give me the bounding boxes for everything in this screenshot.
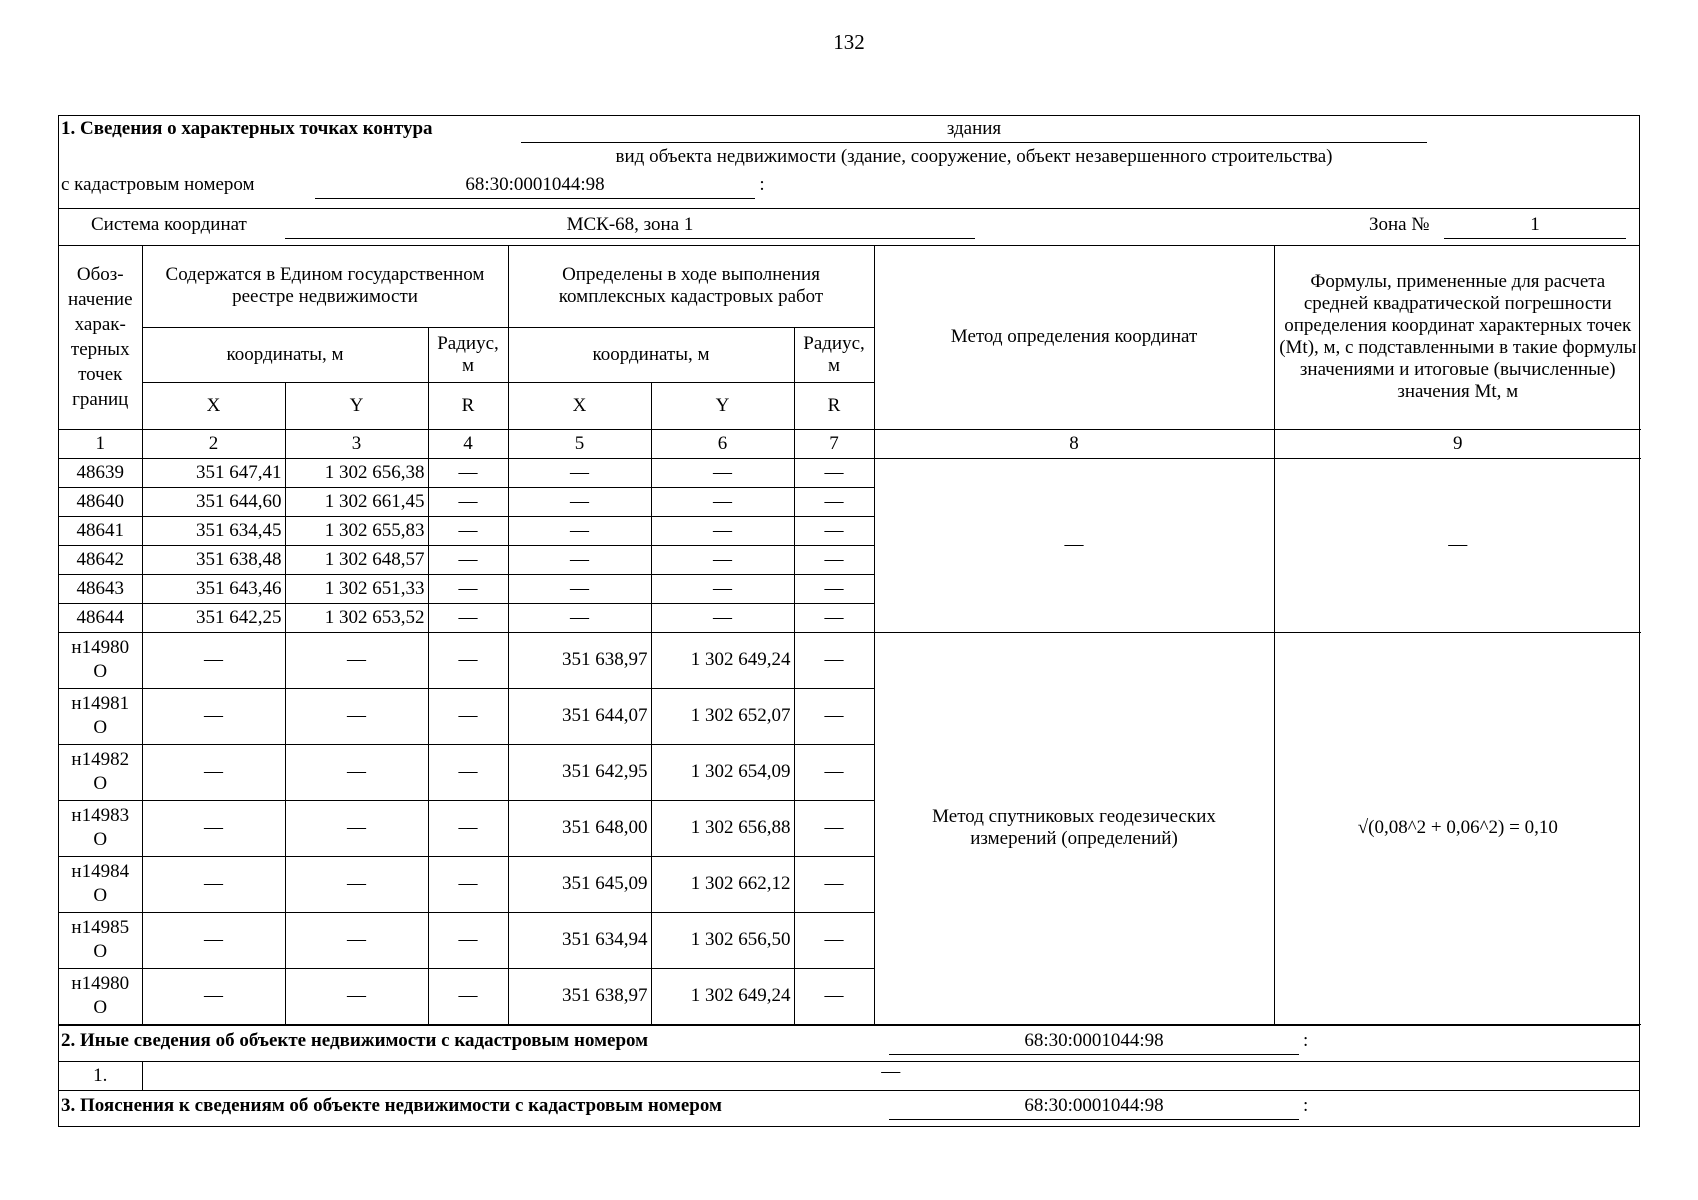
column-number: 9 (1274, 429, 1641, 458)
egrn-y: — (285, 912, 428, 968)
zone-label: Зона № (1369, 214, 1430, 235)
egrn-y: 1 302 651,33 (285, 574, 428, 603)
column-number: 8 (874, 429, 1274, 458)
egrn-y: 1 302 648,57 (285, 545, 428, 574)
egrn-r-header: R (428, 382, 508, 429)
point-name: н14982 О (59, 744, 142, 800)
ckr-y: 1 302 662,12 (651, 856, 794, 912)
column-number: 7 (794, 429, 874, 458)
ckr-y: — (651, 458, 794, 487)
section1-header (59, 116, 1639, 209)
egrn-r: — (428, 744, 508, 800)
ckr-y: — (651, 516, 794, 545)
point-name: 48644 (59, 603, 142, 632)
zone-field: 1 (1444, 214, 1626, 239)
ckr-r: — (794, 487, 874, 516)
ckr-y: 1 302 649,24 (651, 968, 794, 1024)
egrn-r: — (428, 516, 508, 545)
egrn-r: — (428, 458, 508, 487)
ckr-x: 351 642,95 (508, 744, 651, 800)
egrn-r: — (428, 912, 508, 968)
ckr-x: 351 638,97 (508, 632, 651, 688)
egrn-r: — (428, 632, 508, 688)
egrn-y-header: Y (285, 382, 428, 429)
egrn-x: — (142, 688, 285, 744)
ckr-x: 351 644,07 (508, 688, 651, 744)
coord-system-field: МСК-68, зона 1 (285, 214, 975, 239)
egrn-x: 351 647,41 (142, 458, 285, 487)
egrn-radius-header: Радиус, м (428, 327, 508, 382)
section2-row-value: — (142, 1061, 1639, 1090)
egrn-r: — (428, 487, 508, 516)
ckr-x: — (508, 487, 651, 516)
section1-title: 1. Сведения о характерных точках контура (61, 118, 433, 139)
egrn-x: 351 644,60 (142, 487, 285, 516)
egrn-r: — (428, 545, 508, 574)
ckr-radius-header: Радиус, м (794, 327, 874, 382)
ckr-x: 351 634,94 (508, 912, 651, 968)
existing-formula: — (1274, 458, 1641, 632)
object-kind-hint: вид объекта недвижимости (здание, сооружение, объект незавершенного строительства) (615, 146, 1333, 167)
section3-header (59, 1091, 1639, 1126)
point-name: н14980 О (59, 968, 142, 1024)
ckr-y: 1 302 656,50 (651, 912, 794, 968)
section2-title: 2. Иные сведения об объекте недвижимости с кадастровым номером (61, 1029, 649, 1051)
egrn-r: — (428, 603, 508, 632)
column-number-row (59, 429, 1641, 458)
ckr-y-header: Y (651, 382, 794, 429)
column-number: 3 (285, 429, 428, 458)
egrn-x: — (142, 800, 285, 856)
point-name: 48642 (59, 545, 142, 574)
section2-colon: : (1303, 1029, 1309, 1051)
ckr-y: 1 302 654,09 (651, 744, 794, 800)
point-name: 48643 (59, 574, 142, 603)
ckr-r: — (794, 912, 874, 968)
ckr-r: — (794, 574, 874, 603)
point-name: н14980 О (59, 632, 142, 688)
point-name: 48639 (59, 458, 142, 487)
egrn-x: — (142, 968, 285, 1024)
existing-method: — (874, 458, 1274, 632)
point-name: н14985 О (59, 912, 142, 968)
egrn-y: — (285, 800, 428, 856)
method-header: Метод определения координат (874, 246, 1274, 429)
ckr-x-header: X (508, 382, 651, 429)
egrn-y: — (285, 856, 428, 912)
section2-cadastral-field: 68:30:0001044:98 (889, 1030, 1299, 1055)
coord-system-row (59, 209, 1639, 246)
cadastral-label: с кадастровым номером (61, 174, 255, 195)
object-kind-field: здания (521, 118, 1427, 143)
ckr-r: — (794, 744, 874, 800)
egrn-x-header: X (142, 382, 285, 429)
ckr-r-header: R (794, 382, 874, 429)
egrn-y: 1 302 656,38 (285, 458, 428, 487)
egrn-y: — (285, 688, 428, 744)
ckr-y: 1 302 652,07 (651, 688, 794, 744)
ckr-x: — (508, 545, 651, 574)
cadastral-number-field: 68:30:0001044:98 (315, 174, 755, 199)
section3-colon: : (1303, 1094, 1309, 1116)
section2-table (59, 1061, 1639, 1091)
ckr-y: — (651, 545, 794, 574)
ckr-x: 351 648,00 (508, 800, 651, 856)
ckr-r: — (794, 968, 874, 1024)
column-number: 6 (651, 429, 794, 458)
point-name: 48640 (59, 487, 142, 516)
new-formula: √(0,08^2 + 0,06^2) = 0,10 (1274, 632, 1641, 1024)
ckr-group-header: Определены в ходе выполнения комплексных кадастровых работ (508, 246, 874, 327)
egrn-r: — (428, 688, 508, 744)
cadastral-form (58, 115, 1640, 1127)
formulas-header: Формулы, примененные для расчета средней квадратической погрешности определения координат характерных точек (Mt), м, с подставленными в такие формулы значениями и итоговые (вычисленные) значения Mt, м (1274, 246, 1641, 429)
section2-header (59, 1025, 1639, 1061)
egrn-x: — (142, 856, 285, 912)
section3-title: 3. Пояснения к сведениям об объекте недвижимости с кадастровым номером (61, 1094, 722, 1116)
ckr-y: 1 302 649,24 (651, 632, 794, 688)
ckr-y: — (651, 487, 794, 516)
ckr-x: — (508, 574, 651, 603)
egrn-y: — (285, 744, 428, 800)
designation-header: Обоз- начение харак- терных точек границ (59, 246, 142, 429)
ckr-r: — (794, 458, 874, 487)
page-number: 132 (833, 30, 865, 54)
ckr-x: 351 645,09 (508, 856, 651, 912)
egrn-x: 351 642,25 (142, 603, 285, 632)
ckr-r: — (794, 800, 874, 856)
ckr-r: — (794, 856, 874, 912)
section3-cadastral-field: 68:30:0001044:98 (889, 1095, 1299, 1120)
egrn-x: — (142, 912, 285, 968)
ckr-y: — (651, 574, 794, 603)
column-number: 2 (142, 429, 285, 458)
points-table (59, 246, 1641, 1025)
ckr-r: — (794, 603, 874, 632)
column-number: 1 (59, 429, 142, 458)
egrn-x: — (142, 744, 285, 800)
ckr-x: — (508, 603, 651, 632)
egrn-r: — (428, 968, 508, 1024)
ckr-r: — (794, 688, 874, 744)
egrn-coords-header: координаты, м (142, 327, 428, 382)
column-number: 5 (508, 429, 651, 458)
ckr-r: — (794, 545, 874, 574)
egrn-y: 1 302 653,52 (285, 603, 428, 632)
ckr-y: — (651, 603, 794, 632)
cadastral-colon: : (759, 174, 765, 195)
point-name: н14984 О (59, 856, 142, 912)
egrn-group-header: Содержатся в Едином государственном реестре недвижимости (142, 246, 508, 327)
coord-system-label: Система координат (91, 214, 247, 235)
ckr-y: 1 302 656,88 (651, 800, 794, 856)
table-row (59, 458, 1641, 487)
egrn-y: 1 302 661,45 (285, 487, 428, 516)
ckr-x: 351 638,97 (508, 968, 651, 1024)
egrn-x: — (142, 632, 285, 688)
ckr-coords-header: координаты, м (508, 327, 794, 382)
ckr-r: — (794, 516, 874, 545)
column-number: 4 (428, 429, 508, 458)
point-name: н14983 О (59, 800, 142, 856)
egrn-x: 351 643,46 (142, 574, 285, 603)
new-method: Метод спутниковых геодезических измерений (определений) (874, 632, 1274, 1024)
egrn-y: 1 302 655,83 (285, 516, 428, 545)
egrn-r: — (428, 856, 508, 912)
egrn-y: — (285, 968, 428, 1024)
ckr-x: — (508, 516, 651, 545)
egrn-y: — (285, 632, 428, 688)
section2-row-index: 1. (59, 1061, 142, 1090)
egrn-r: — (428, 800, 508, 856)
egrn-x: 351 634,45 (142, 516, 285, 545)
egrn-x: 351 638,48 (142, 545, 285, 574)
ckr-r: — (794, 632, 874, 688)
egrn-r: — (428, 574, 508, 603)
point-name: 48641 (59, 516, 142, 545)
point-name: н14981 О (59, 688, 142, 744)
table-row (59, 632, 1641, 688)
ckr-x: — (508, 458, 651, 487)
